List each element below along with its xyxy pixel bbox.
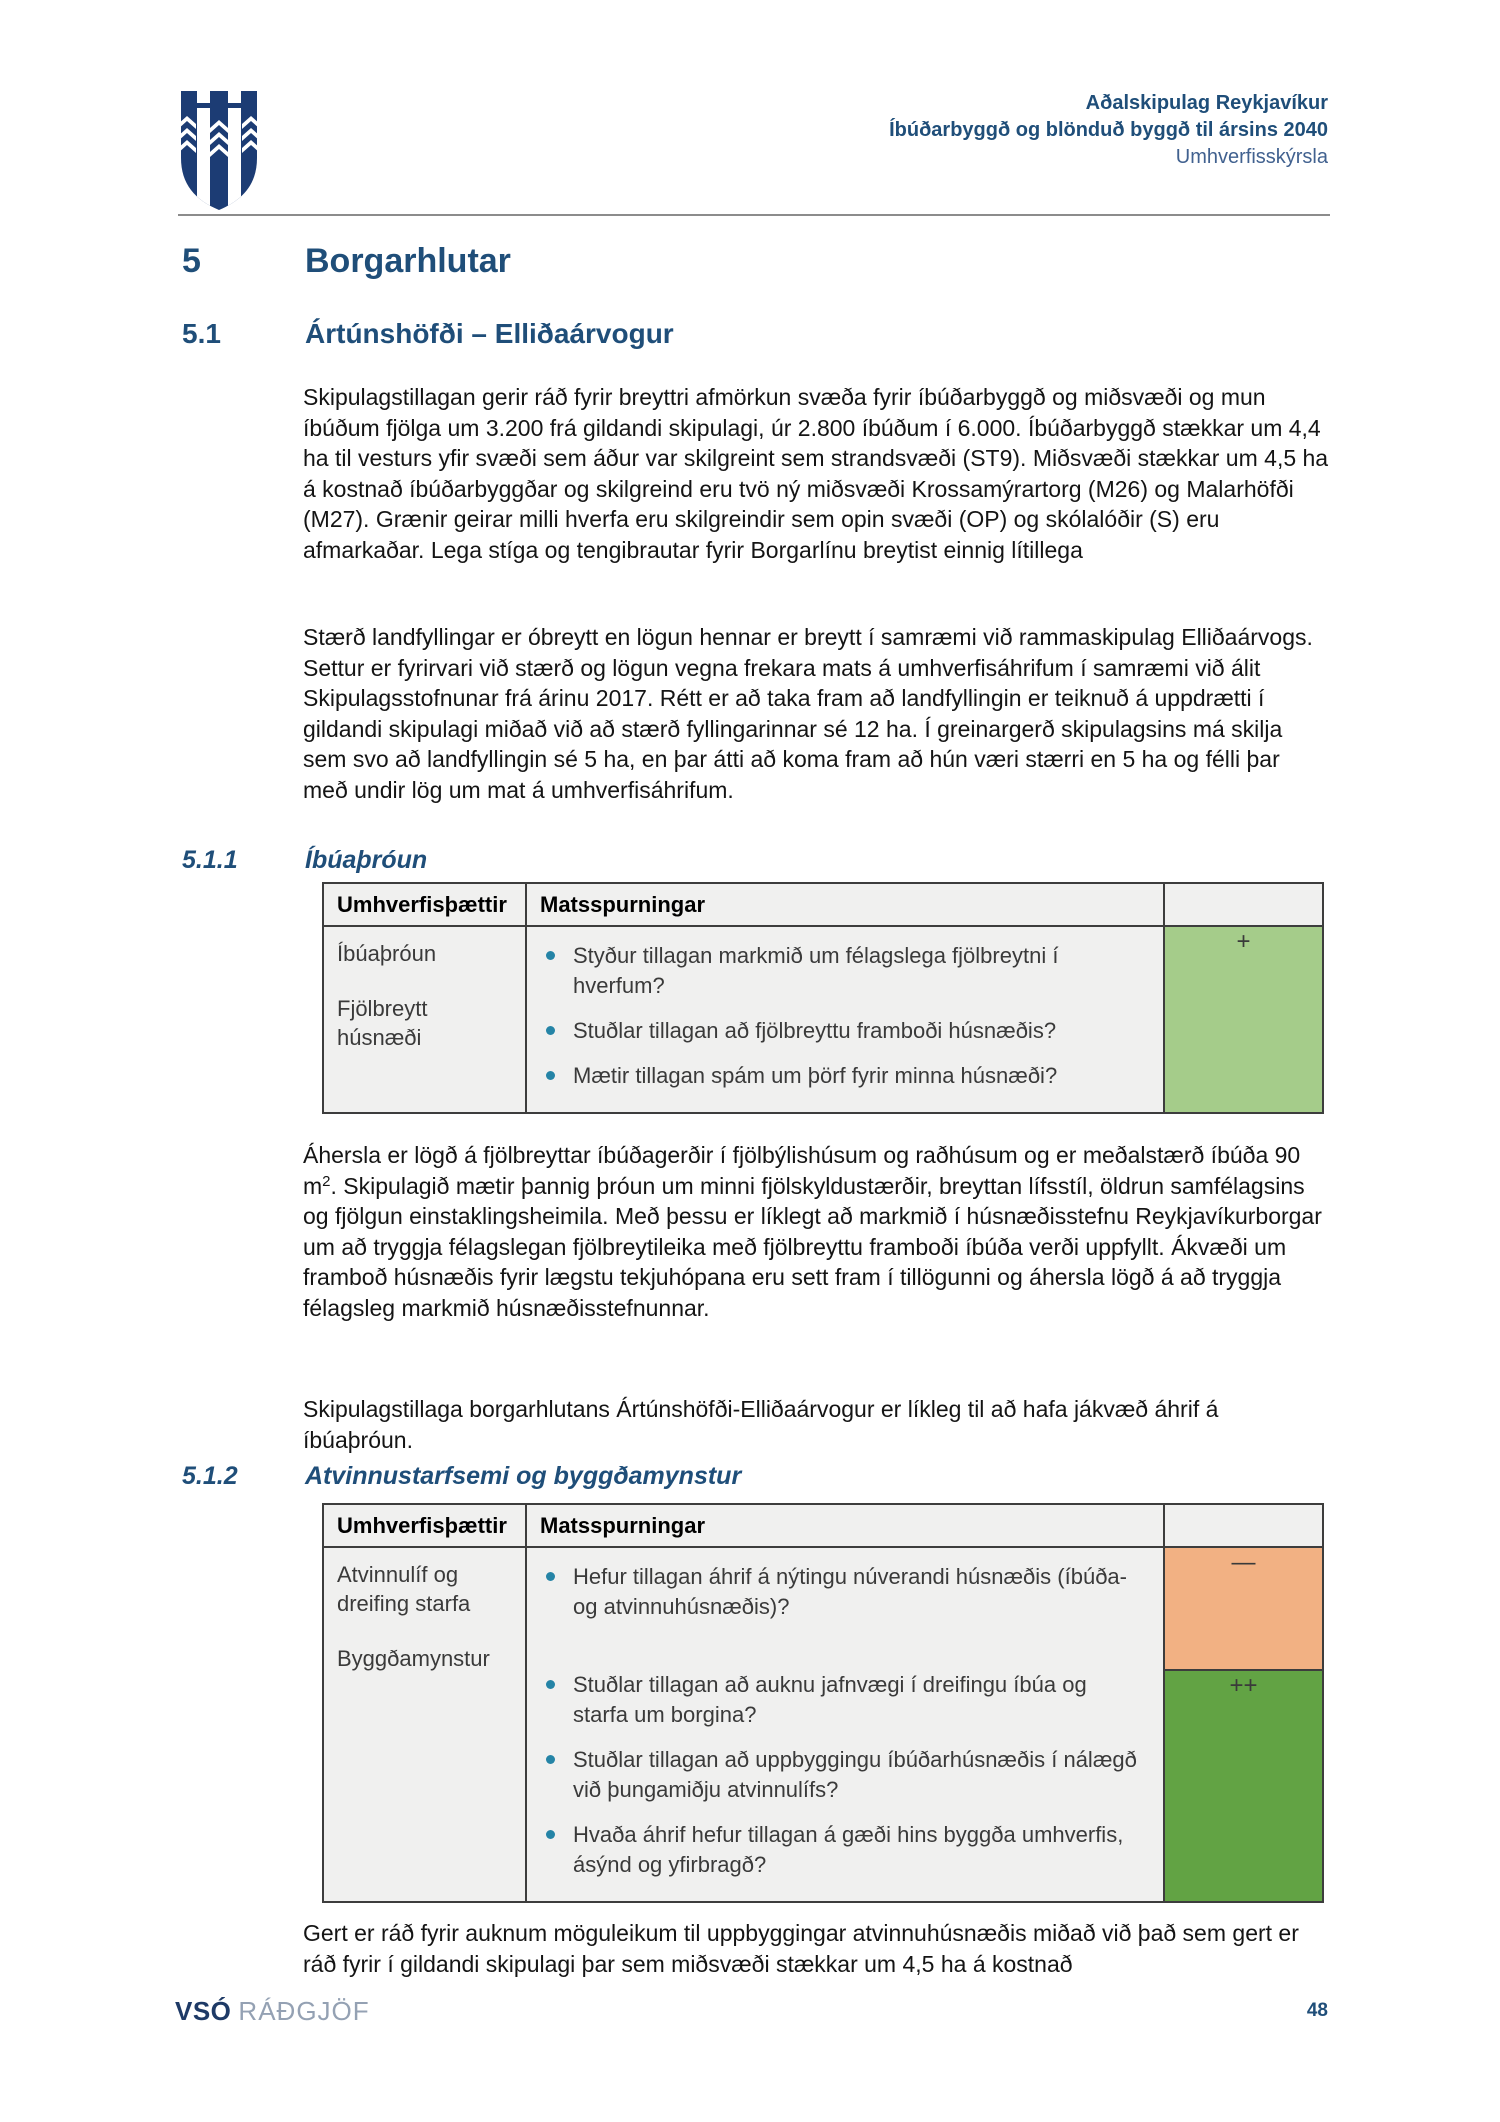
paragraph-skipulagstillagan: Skipulagstillagan gerir ráð fyrir breyttri afmörkun svæða fyrir íbúðarbyggð og miðsvæði og mun íbúðum fjölga um 3.200 frá gildandi skipulagi, úr 2.800 íbúðum í 6.000. Íbúðarbyggð stækkar um 4,4 ha til vesturs yfir svæði sem áður var skilgreint sem strandsvæði (ST9). Miðsvæði stækkar um 4,5 ha á kostnað íbúðarbyggðar og skilgreind eru tvö ný miðsvæði Krossamýrartorg (M26) og Malarhöfði (M27). Grænir geirar milli hverfa eru skilgreindir sem opin svæði (OP) og skólalóðir (S) eru afmarkaðar. Lega stíga og tengibrautar fyrir Borgarlínu breytist einnig lítillega [303, 384, 1329, 563]
col-header-umhverfisthaettir: Umhverfisþættir [323, 1504, 526, 1547]
section-heading-5-1 [182, 318, 674, 350]
question-text: Styður tillagan markmið um félagslega fjölbreytni í hverfum? [573, 943, 1059, 998]
section-number: 5.1 [182, 318, 221, 349]
col-header-rating [1164, 883, 1323, 926]
section-number: 5.1.1 [182, 846, 238, 874]
section-title: Íbúaþróun [305, 846, 428, 874]
question-text: Hvaða áhrif hefur tillagan á gæði hins byggða umhverfis, ásýnd og yfirbragð? [573, 1822, 1124, 1877]
question-item [537, 1820, 1147, 1880]
question-text: Stuðlar tillagan að uppbyggingu íbúðarhúsnæðis í nálægð við þungamiðju atvinnulífs? [573, 1747, 1137, 1802]
paragraph-ahersla [303, 1140, 1329, 1323]
table-row [323, 926, 1323, 1113]
brand-bold: VSÓ [175, 1996, 232, 2026]
section-number: 5.1.2 [182, 1462, 238, 1490]
question-item [537, 1670, 1147, 1730]
question-list [537, 931, 1153, 1108]
rating-cell-strong-positive: ++ [1164, 1670, 1323, 1902]
question-item [537, 1562, 1147, 1622]
paragraph-skipulagstillaga-borgarhlutans: Skipulagstillaga borgarhlutans Ártúnshöfði-Elliðaárvogur er líkleg til að hafa jákvæð áhrif á íbúaþróun. [303, 1396, 1219, 1453]
page-number: 48 [1306, 2000, 1328, 2021]
section-heading-5 [182, 242, 511, 281]
paragraph-staerd-landfyllingar: Stærð landfyllingar er óbreytt en lögun hennar er breytt í samræmi við rammaskipulag Elliðaárvogs. Settur er fyrirvari við stærð og lögun vegna frekara mats á umhverfisáhrifum í samræmi við álit Skipulagsstofnunar frá árinu 2017. Rétt er að taka fram að landfyllingin er teiknuð á uppdrætti í gildandi skipulagi miðað við að stærð fyllingarinnar sé 12 ha. Í greinargerð skipulagsins má skilja sem svo að landfyllingin sé 5 ha, en þar átti að koma fram að hún væri stærri en 5 ha og félli þar með undir lög um mat á umhverfisáhrifum. [303, 624, 1313, 803]
factor-item: Fjölbreytt húsnæði [337, 996, 428, 1050]
section-title: Ártúnshöfði – Elliðaárvogur [305, 318, 674, 349]
bullet-icon [546, 1680, 555, 1689]
document-title-block [889, 88, 1328, 171]
question-item [537, 1016, 1147, 1046]
shield-icon [178, 88, 260, 213]
col-header-umhverfisthaettir: Umhverfisþættir [323, 883, 526, 926]
table-row [323, 1547, 1323, 1670]
doc-title-line1: Aðalskipulag Reykjavíkur [1085, 92, 1328, 114]
question-list [537, 1552, 1153, 1897]
question-text: Mætir tillagan spám um þörf fyrir minna húsnæði? [573, 1063, 1058, 1088]
question-item [537, 1745, 1147, 1805]
paragraph-text: Áhersla er lögð á fjölbreyttar íbúðagerðir í fjölbýlishúsum og raðhúsum og er meðalstærð íbúða 90 m [303, 1142, 1301, 1199]
page-header [178, 88, 1328, 213]
doc-title-line2: Íbúðarbyggð og blönduð byggð til ársins 2040 [889, 119, 1328, 141]
section-heading-5-1-2 [182, 1462, 741, 1491]
table-header-row [323, 883, 1323, 926]
bullet-icon [546, 1026, 555, 1035]
section-title: Borgarhlutar [305, 242, 511, 280]
reykjavik-coat-of-arms-logo [178, 88, 260, 213]
superscript-2: 2 [322, 1172, 331, 1190]
rating-cell-positive: + [1164, 926, 1323, 1113]
factors-cell [323, 1547, 526, 1902]
doc-subtitle: Umhverfisskýrsla [1175, 146, 1328, 168]
paragraph-text: . Skipulagið mætir þannig þróun um minni fjölskyldustærðir, breyttan lífsstíl, öldrun samfélagsins og fjölgun einstaklingsheimila. Með þessu er líklegt að markmið í húsnæðisstefnu Reykjavíkurborgar um að tryggja félagslegan fjölbreytileika með fjölbreyttu framboði íbúða verði uppfyllt. Ákvæði um framboð húsnæðis fyrir lægstu tekjuhópana eru sett fram í tillögunni og áhersla lögð á að tryggja félagsleg markmið húsnæðisstefnunnar. [303, 1172, 1322, 1321]
header-divider [178, 214, 1330, 216]
factors-cell [323, 926, 526, 1113]
bullet-icon [546, 1830, 555, 1839]
bullet-icon [546, 1572, 555, 1581]
assessment-table-atvinnustarfsemi [322, 1503, 1324, 1903]
section-title: Atvinnustarfsemi og byggðamynstur [305, 1462, 742, 1490]
bullet-icon [546, 1755, 555, 1764]
rating-cell-negative: — [1164, 1547, 1323, 1670]
bullet-icon [546, 1071, 555, 1080]
brand-light: RÁÐGJÖF [238, 1996, 370, 2026]
col-header-rating [1164, 1504, 1323, 1547]
assessment-table-ibuathroun [322, 882, 1324, 1114]
section-heading-5-1-1 [182, 846, 427, 875]
questions-cell [526, 1547, 1164, 1902]
question-text: Stuðlar tillagan að fjölbreyttu framboði húsnæðis? [573, 1018, 1057, 1043]
vso-radgjof-logo [175, 1996, 370, 2027]
question-text: Hefur tillagan áhrif á nýtingu núverandi húsnæðis (íbúða- og atvinnuhúsnæðis)? [573, 1564, 1127, 1619]
factor-item: Byggðamynstur [337, 1646, 490, 1671]
questions-cell [526, 926, 1164, 1113]
bullet-icon [546, 951, 555, 960]
question-text: Stuðlar tillagan að auknu jafnvægi í dreifingu íbúa og starfa um borgina? [573, 1672, 1087, 1727]
factor-item: Íbúaþróun [337, 941, 437, 966]
question-item [537, 1061, 1147, 1091]
page-footer [175, 1996, 1328, 2027]
factor-item: Atvinnulíf og dreifing starfa [337, 1562, 471, 1616]
section-number: 5 [182, 242, 201, 280]
col-header-matsspurningar: Matsspurningar [526, 883, 1164, 926]
col-header-matsspurningar: Matsspurningar [526, 1504, 1164, 1547]
paragraph-gert-er-rad: Gert er ráð fyrir auknum möguleikum til uppbyggingar atvinnuhúsnæðis miðað við það sem gert er ráð fyrir í gildandi skipulagi þar sem miðsvæði stækkar um 4,5 ha á kostnað [303, 1920, 1299, 1977]
question-item [537, 941, 1147, 1001]
table-header-row [323, 1504, 1323, 1547]
